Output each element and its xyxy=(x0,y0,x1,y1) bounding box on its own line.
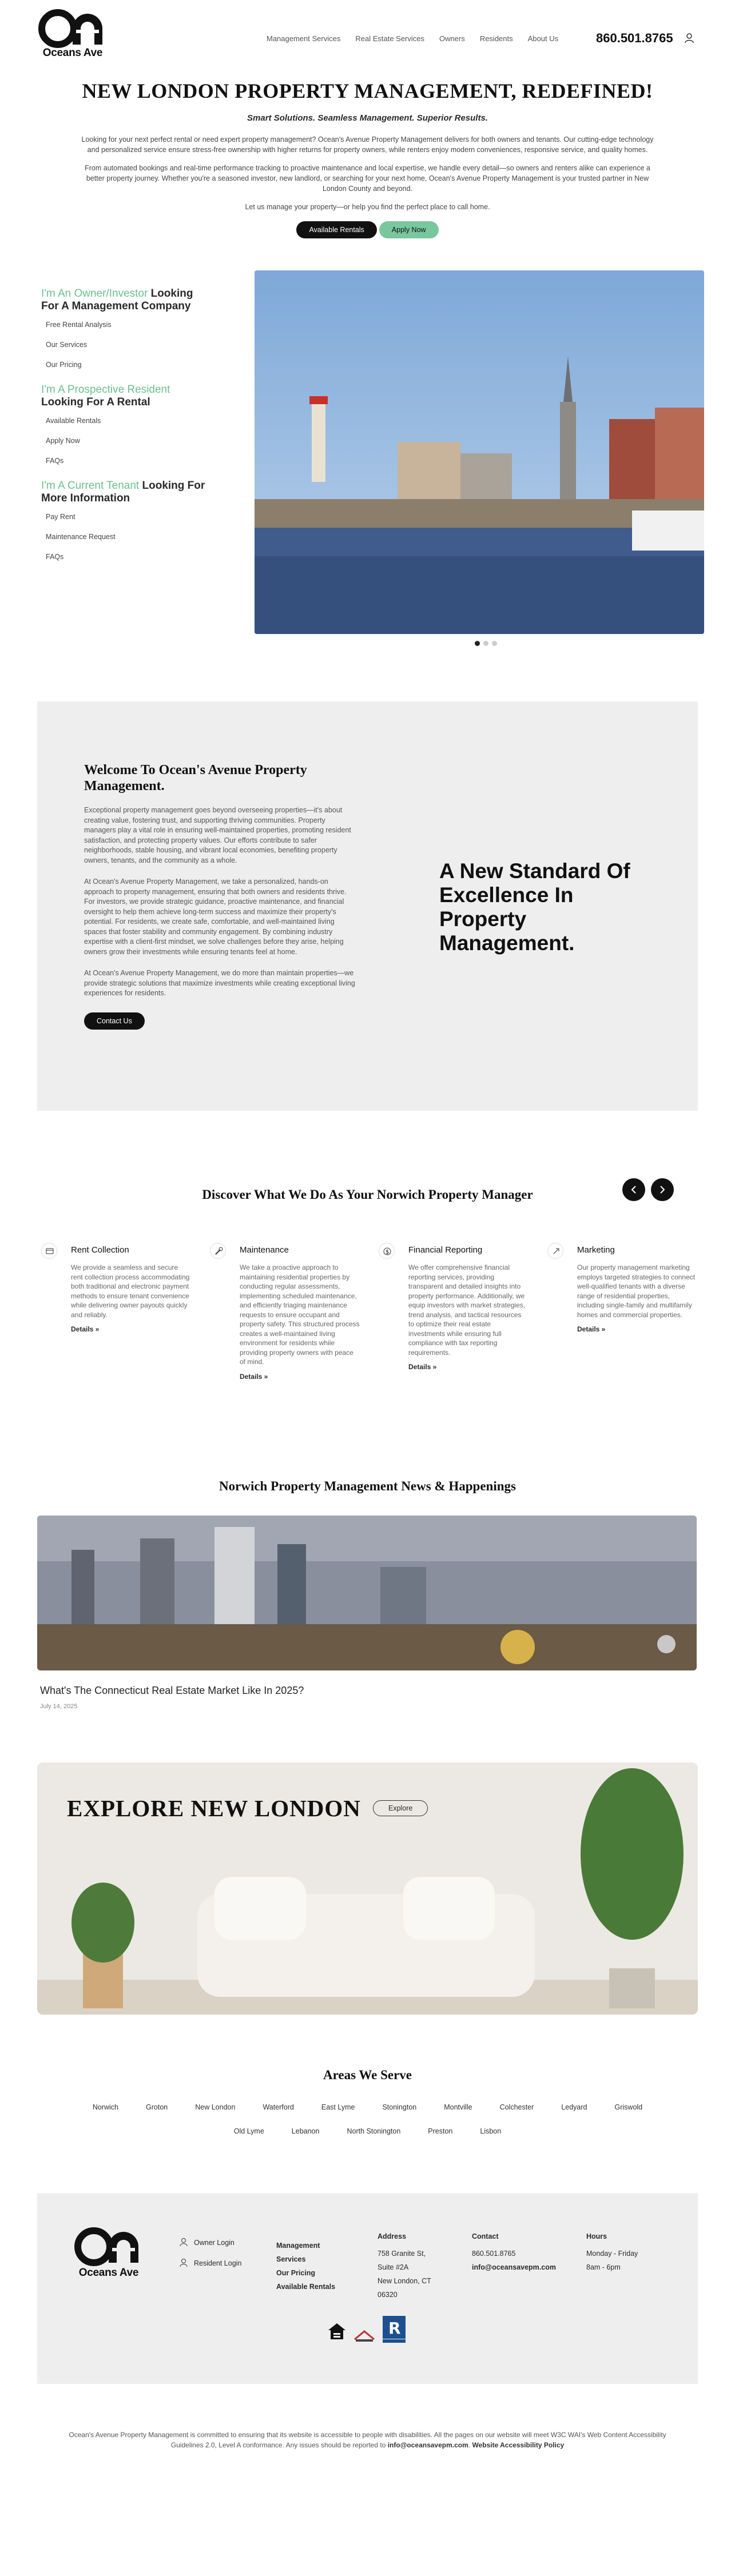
service-details-link[interactable]: Details » xyxy=(408,1363,437,1371)
standard-statement: A New Standard Of Excellence In Property Management. xyxy=(439,859,630,955)
footer-link-pricing[interactable]: Our Pricing xyxy=(276,2269,316,2277)
link-available-rentals[interactable]: Available Rentals xyxy=(46,417,101,425)
user-icon xyxy=(179,2258,188,2268)
realtor-icon xyxy=(381,2314,407,2344)
address-line: Suite #2A xyxy=(378,2263,409,2271)
slide-dot[interactable] xyxy=(492,641,497,646)
slide-dot[interactable] xyxy=(483,641,488,646)
area-link[interactable]: Old Lyme xyxy=(233,2127,264,2135)
carousel-prev-button[interactable] xyxy=(622,1178,645,1201)
hero-slideshow-image[interactable] xyxy=(255,270,704,634)
service-name: Maintenance xyxy=(240,1245,289,1255)
slide-dot[interactable] xyxy=(475,641,480,646)
owner-heading-green: I'm An Owner/Investor xyxy=(41,288,148,300)
service-text: We take a proactive approach to maintaining residential properties by conducting regular assessments, implementing scheduled maintenance, and efficiently triaging maintenance requests to ensure occupant and property safety. This structured process creates a well-maintained living environment for residents while providing property owners with peace of mind. xyxy=(240,1263,360,1366)
news-date: July 14, 2025 xyxy=(40,1703,78,1710)
address-line: 758 Granite St, xyxy=(378,2250,426,2258)
svg-text:R: R xyxy=(388,2319,401,2338)
footer-logo[interactable] xyxy=(71,2227,146,2279)
footer-badges xyxy=(326,2314,407,2344)
service-name: Financial Reporting xyxy=(408,1245,483,1255)
oceans-ave-logo-icon xyxy=(74,2227,143,2266)
areas-row xyxy=(0,2127,735,2135)
credit-card-icon xyxy=(41,1243,57,1259)
hero-tagline: Smart Solutions. Seamless Management. Superior Results. xyxy=(247,113,488,123)
available-rentals-button[interactable]: Available Rentals xyxy=(296,221,376,238)
news-article-image[interactable] xyxy=(37,1516,697,1670)
intro-paragraph: From automated bookings and real-time performance tracking to proactive maintenance and local expertise, we handle every detail—so owners and renters alike can experience a better property journey. Whether you're a seasoned investor, new landlord, or searching for your next home, Ocean's Avenue Property Management is your trusted partner in New London County and beyond. xyxy=(85,164,650,193)
tenant-heading-green: I'm A Current Tenant xyxy=(41,480,140,492)
welcome-paragraph: Exceptional property management goes beyond overseeing properties—it's about creating value, fostering trust, and supporting thriving communities. Property managers play a vital role in ensuring well-maintained properties, promoting resident satisfaction, and protecting property values. Our efforts contribute to safer neighborhoods, stable housing, and vibrant local economies, benefiting property owners, tenants, and the community as a whole. xyxy=(84,806,351,864)
footer-link-management[interactable]: Management xyxy=(276,2242,320,2250)
areas-row xyxy=(0,2103,735,2111)
services-section xyxy=(0,1111,735,1465)
hours-line: Monday - Friday xyxy=(586,2250,638,2258)
oceans-ave-logo-icon xyxy=(38,9,107,48)
footer-contact xyxy=(472,2230,556,2274)
areas-title: Areas We Serve xyxy=(323,2068,412,2082)
owner-login-label: Owner Login xyxy=(194,2239,235,2247)
explore-button[interactable]: Explore xyxy=(373,1800,428,1816)
hero-intro xyxy=(82,134,654,212)
nav-management-services[interactable]: Management Services xyxy=(267,34,341,43)
welcome-text xyxy=(84,762,359,1030)
area-link[interactable]: Norwich xyxy=(92,2103,119,2111)
owner-heading-black: Looking For A Management Company xyxy=(41,288,193,312)
service-details-link[interactable]: Details » xyxy=(577,1325,606,1333)
area-link[interactable]: Lebanon xyxy=(291,2127,320,2135)
svg-text:$: $ xyxy=(386,1249,390,1255)
service-card-maintenance xyxy=(210,1243,379,1381)
header-phone[interactable]: 860.501.8765 xyxy=(596,31,673,45)
service-text: We offer comprehensive financial reporting services, providing transparent and detailed insights into property performance. Additionally, we equip investors with market strategies, trend analysis, and tactical resources to optimize their real estate investments while ensuring full compliance with tax reporting requirements. xyxy=(408,1263,526,1357)
link-pay-rent[interactable]: Pay Rent xyxy=(46,513,76,521)
welcome-paragraph: At Ocean's Avenue Property Management, we do more than maintain properties—we provide strategic solutions that maximize investments while creating exceptional living experiences for residents. xyxy=(84,969,355,997)
area-link[interactable]: East Lyme xyxy=(321,2103,355,2111)
owner-heading xyxy=(41,288,207,313)
explore-section xyxy=(37,1762,698,2015)
service-card-rent-collection xyxy=(41,1243,210,1381)
nav-about-us[interactable]: About Us xyxy=(527,34,559,43)
new-london-skyline-image xyxy=(255,270,704,634)
explore-title: EXPLORE NEW LONDON xyxy=(67,1795,361,1821)
logo-text: Oceans Ave xyxy=(42,47,103,59)
slideshow-dots xyxy=(475,641,497,646)
audience-sidebar xyxy=(41,288,207,576)
accessibility-policy-link[interactable]: Website Accessibility Policy xyxy=(472,2441,565,2449)
area-link[interactable]: Groton xyxy=(146,2103,168,2111)
area-link[interactable]: Colchester xyxy=(499,2103,534,2111)
page-bottom-spacer xyxy=(0,2450,735,2473)
link-apply-now[interactable]: Apply Now xyxy=(46,437,80,445)
footer-link-services[interactable]: Services xyxy=(276,2255,306,2263)
welcome-paragraph: At Ocean's Avenue Property Management, we take a personalized, hands-on approach to property management, ensuring that both owners and residents thrive. For investors, we provide strategic guidance, proactive maintenance, and financial oversight to help them achieve long-term success and maximize their property's potential. For residents, we create safe, comfortable, and well-maintained living spaces that foster stability and community engagement. By combining industry expertise with a client-first mindset, we solve challenges before they arise, helping owners grow their investments while ensuring tenants feel at home. xyxy=(84,878,347,956)
footer-nav xyxy=(276,2239,335,2294)
service-details-link[interactable]: Details » xyxy=(240,1372,268,1381)
welcome-title: Welcome To Ocean's Avenue Property Management. xyxy=(84,763,307,793)
service-name: Marketing xyxy=(577,1245,615,1255)
hero-buttons xyxy=(0,221,735,238)
area-link[interactable]: North Stonington xyxy=(347,2127,401,2135)
area-link[interactable]: New London xyxy=(195,2103,236,2111)
logo[interactable] xyxy=(35,9,110,59)
apply-now-button[interactable]: Apply Now xyxy=(379,221,439,238)
user-account-icon[interactable] xyxy=(684,33,694,46)
link-maintenance-request[interactable]: Maintenance Request xyxy=(46,533,116,541)
link-tenant-faqs[interactable]: FAQs xyxy=(46,553,64,561)
area-link[interactable]: Ledyard xyxy=(561,2103,587,2111)
city-aerial-image xyxy=(37,1516,697,1670)
resident-heading-green: I'm A Prospective Resident xyxy=(41,384,170,396)
areas-section xyxy=(0,2015,735,2193)
footer-login-links xyxy=(179,2239,241,2280)
service-card-financial-reporting xyxy=(379,1243,547,1381)
footer-phone[interactable]: 860.501.8765 xyxy=(472,2250,516,2258)
footer-hours xyxy=(586,2230,638,2274)
tenant-heading xyxy=(41,480,207,505)
resident-heading-black: Looking For A Rental xyxy=(41,396,150,408)
area-link[interactable]: Lisbon xyxy=(480,2127,502,2135)
arrow-right-icon xyxy=(651,1178,674,1201)
contact-heading: Contact xyxy=(472,2232,499,2240)
tenant-heading-black: Looking For More Information xyxy=(41,480,205,504)
news-title: Norwich Property Management News & Happenings xyxy=(219,1479,516,1493)
equal-housing-icon xyxy=(326,2321,348,2344)
resident-login-link[interactable] xyxy=(179,2259,241,2267)
service-card-marketing xyxy=(547,1243,716,1381)
news-headline[interactable]: What's The Connecticut Real Estate Market Like In 2025? xyxy=(40,1685,304,1696)
services-cards xyxy=(41,1243,716,1381)
link-our-services[interactable]: Our Services xyxy=(46,341,88,349)
service-name: Rent Collection xyxy=(71,1245,129,1255)
property-management-badge-icon xyxy=(352,2328,376,2344)
address-heading: Address xyxy=(378,2232,407,2240)
area-link[interactable]: Griswold xyxy=(614,2103,643,2111)
footer-logo-text: Oceans Ave xyxy=(78,2267,139,2279)
services-title: Discover What We Do As Your Norwich Property Manager xyxy=(202,1187,533,1202)
welcome-section xyxy=(37,701,698,1111)
dollar-icon xyxy=(379,1243,395,1259)
owner-login-link[interactable] xyxy=(179,2239,241,2247)
arrow-left-icon xyxy=(622,1178,645,1201)
link-faqs[interactable]: FAQs xyxy=(46,457,64,465)
resident-login-label: Resident Login xyxy=(194,2259,242,2267)
footer-email[interactable]: info@oceansavepm.com xyxy=(472,2263,556,2271)
site-header xyxy=(0,0,735,74)
address-line: 06320 xyxy=(378,2291,398,2299)
hours-line: 8am - 6pm xyxy=(586,2263,621,2271)
page-title: NEW LONDON PROPERTY MANAGEMENT, REDEFINED! xyxy=(82,79,653,102)
area-link[interactable]: Waterford xyxy=(263,2103,294,2111)
accessibility-email[interactable]: info@oceansavepm.com xyxy=(387,2441,468,2449)
footer-link-rentals[interactable]: Available Rentals xyxy=(276,2283,336,2291)
service-text: We provide a seamless and secure rent collection process accommodating both traditional and electronic payment methods to ensure tenant convenience while delivering owner payouts quickly and reliably. xyxy=(71,1263,190,1319)
carousel-next-button[interactable] xyxy=(651,1178,674,1201)
hero-block xyxy=(0,270,735,671)
footer-address xyxy=(378,2230,431,2302)
area-link[interactable]: Stonington xyxy=(382,2103,417,2111)
address-line: New London, CT xyxy=(378,2277,431,2285)
hours-heading: Hours xyxy=(586,2232,607,2240)
link-our-pricing[interactable]: Our Pricing xyxy=(46,361,82,369)
news-section xyxy=(0,1465,735,1762)
user-icon xyxy=(179,2237,188,2247)
intro-paragraph: Looking for your next perfect rental or need expert property management? Ocean's Avenue Property Management delivers for both owners and tenants. Our cutting-edge technology and personalized service ensure stress-free ownership with higher returns for property owners, while renters enjoy modern conveniences, responsive service, and quality homes. xyxy=(81,135,654,154)
wrench-icon xyxy=(210,1243,226,1259)
main-nav xyxy=(267,34,558,43)
rocket-icon xyxy=(547,1243,563,1259)
intro-paragraph: Let us manage your property—or help you find the perfect place to call home. xyxy=(245,203,490,211)
service-details-link[interactable]: Details » xyxy=(71,1325,100,1333)
area-link[interactable]: Preston xyxy=(428,2127,453,2135)
accessibility-text: Ocean's Avenue Property Management is committed to ensuring that its website is accessible to people with disabilities. All the pages on our website will meet W3C WAI's Web Content Accessibility Guidelines 2.0, Level A conformance. Any issues should be reported to xyxy=(69,2431,666,2449)
accessibility-note xyxy=(53,2430,682,2450)
area-link[interactable]: Montville xyxy=(444,2103,472,2111)
accessibility-sep: . xyxy=(468,2441,472,2449)
site-footer xyxy=(37,2193,698,2384)
nav-owners[interactable]: Owners xyxy=(439,34,465,43)
contact-us-button[interactable]: Contact Us xyxy=(84,1012,145,1030)
nav-residents[interactable]: Residents xyxy=(479,34,513,43)
link-free-rental-analysis[interactable]: Free Rental Analysis xyxy=(46,321,112,329)
resident-heading xyxy=(41,384,207,409)
nav-real-estate-services[interactable]: Real Estate Services xyxy=(355,34,425,43)
service-text: Our property management marketing employs targeted strategies to connect well-qualified tenants with a diverse range of residential properties, including single-family and multifamily homes and commercial properties. xyxy=(577,1263,696,1319)
